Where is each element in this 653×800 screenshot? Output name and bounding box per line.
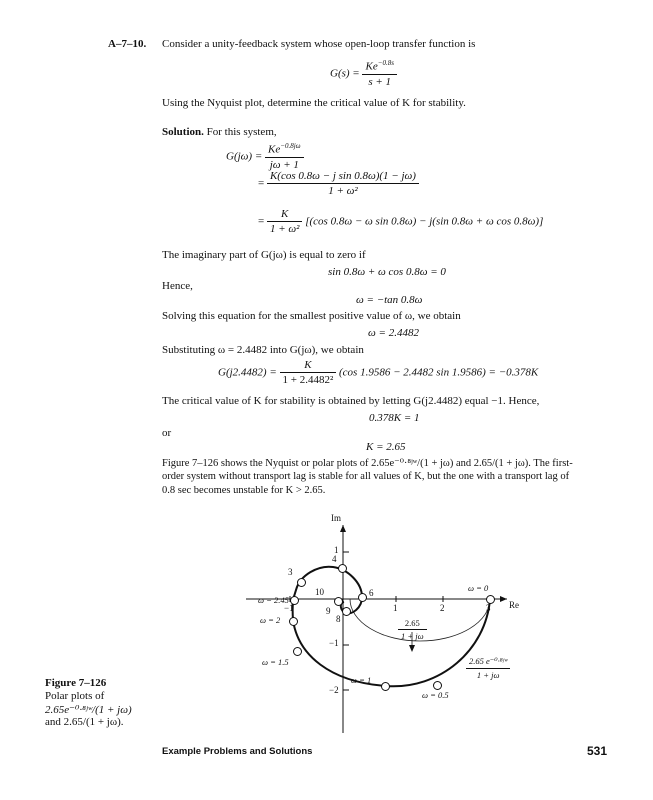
paragraph-5: The critical value of K for stability is obtained by letting G(j2.4482) equal −1. Hence, (162, 395, 540, 407)
eq7-rest: (cos 1.9586 − 2.4482 sin 1.9586) = −0.378K (339, 366, 539, 379)
curve-with-lag-den: 1 + jω (476, 670, 500, 680)
tick-label-y-neg1: −1 (329, 638, 339, 648)
footer-section: Example Problems and Solutions (162, 746, 313, 757)
equation-9: K = 2.65 (366, 441, 406, 453)
tick-label-x-3: 3 (486, 603, 491, 613)
eq1-num-exp: −0.8jω (280, 142, 301, 150)
eq7-den: 1 + 2.4482² (282, 374, 334, 386)
eq7-num: K (280, 359, 337, 373)
eq1-den: jω + 1 (269, 158, 299, 171)
problem-statement: Consider a unity-feedback system whose open-loop transfer function is (162, 38, 476, 50)
equation-4: sin 0.8ω + ω cos 0.8ω = 0 (328, 266, 446, 278)
paragraph-7-line-1: Figure 7–126 shows the Nyquist or polar plots of 2.65e⁻⁰·⁸ʲʷ/(1 + jω) and 2.65/(1 + jω). The first- (162, 458, 573, 469)
eq3-frac-den: 1 + ω² (269, 223, 300, 235)
tick-label-x-neg1: −1 (284, 603, 294, 613)
figure-label: Figure 7–126 (45, 677, 107, 689)
point-label-10: 10 (315, 587, 324, 597)
page-number: 531 (587, 744, 608, 758)
point-label-3: 3 (288, 567, 293, 577)
curve-no-lag-num: 2.65 (398, 618, 427, 630)
marker-w-1 (381, 682, 390, 691)
point-label-4: 4 (332, 554, 337, 564)
point-label-6: 6 (369, 588, 374, 598)
label-w-2: ω = 2 (260, 615, 281, 625)
paragraph-7-line-2: order system without transport lag is stable for all values of K, but the one with a transport lag of (162, 471, 570, 482)
tf-lhs: G(s) = (330, 67, 360, 80)
eq2-num: K(cos 0.8ω − j sin 0.8ω)(1 − jω) (267, 170, 419, 184)
label-w-0-5: ω = 0.5 (422, 690, 449, 700)
tf-den: s + 1 (368, 75, 392, 88)
re-axis-label: Re (509, 600, 519, 610)
figure-caption-line-3: and 2.65/(1 + jω). (45, 716, 124, 728)
point-label-8: 8 (336, 614, 341, 624)
curve-with-lag-label (466, 656, 510, 680)
equation-3: = $\frac{K}{\text{1 + ω²}}$ [(cos 0.8ω − ω sin 0.8ω) − j(sin 0.8ω + ω cos 0.8ω)] (258, 208, 544, 235)
marker-8 (342, 607, 351, 616)
label-w-1: ω = 1 (351, 675, 372, 685)
marker-w-1-5 (293, 647, 302, 656)
paragraph-6: or (162, 427, 172, 439)
equation-8: 0.378K = 1 (369, 412, 420, 424)
tick-label-y-neg2: −2 (329, 685, 339, 695)
marker-6 (358, 593, 367, 602)
equation-5: ω = −tan 0.8ω (356, 294, 423, 306)
tick-label-x-2: 2 (440, 603, 445, 613)
im-axis-label: Im (331, 513, 341, 523)
curve-no-lag-den: 1 + jω (401, 631, 424, 641)
solution-label: Solution. (162, 126, 204, 138)
marker-3 (297, 578, 306, 587)
eq3-rest: [(cos 0.8ω − ω sin 0.8ω) − j(sin 0.8ω + ω cos 0.8ω)] (305, 215, 544, 228)
label-w-0: ω = 0 (468, 583, 489, 593)
paragraph-4: Substituting ω = 2.4482 into G(jω), we obtain (162, 344, 364, 356)
point-label-9: 9 (326, 606, 331, 616)
curve-with-lag-num: 2.65 e⁻⁰·⁸ʲʷ (466, 656, 510, 669)
figure-caption-line-2: 2.65e⁻⁰·⁸ʲʷ/(1 + jω) (45, 704, 132, 716)
paragraph-2: Hence, (162, 280, 193, 292)
curve-with-lag (293, 567, 490, 687)
curve-no-lag-pointer-head (409, 645, 415, 652)
equation-2: = $\frac{\text{K(cos 0.8ω − j sin 0.8ω)(1 − jω)}}{\text{1 + ω²}}$ (258, 170, 419, 197)
im-axis-arrow (340, 525, 346, 532)
eq3-frac-num: K (267, 208, 303, 222)
tick-label-x-1: 1 (393, 603, 398, 613)
problem-number: A–7–10. (108, 38, 147, 50)
marker-w-0-5 (433, 681, 442, 690)
eq1-num: Ke (268, 143, 281, 156)
eq7-lhs: G(j2.4482) = (218, 366, 277, 379)
re-axis-arrow (500, 596, 507, 602)
paragraph-1: The imaginary part of G(jω) is equal to zero if (162, 249, 366, 261)
paragraph-7-line-3: 0.8 sec becomes unstable for K > 2.65. (162, 485, 326, 496)
tf-num: Ke (365, 60, 378, 73)
tick-label-y-1: 1 (334, 545, 339, 555)
figure-caption-line-1: Polar plots of (45, 690, 105, 702)
solution-intro: For this system, (206, 126, 277, 138)
eq2-den: 1 + ω² (328, 185, 358, 197)
marker-w-2 (289, 617, 298, 626)
problem-question: Using the Nyquist plot, determine the critical value of K for stability. (162, 97, 466, 109)
tf-num-exp: −0.8s (377, 59, 394, 67)
paragraph-3: Solving this equation for the smallest positive value of ω, we obtain (162, 310, 461, 322)
marker-9 (334, 597, 343, 606)
curve-no-lag-label (398, 618, 427, 641)
equation-6: ω = 2.4482 (368, 327, 419, 339)
label-w-2-45: ω = 2.45 (258, 595, 289, 605)
marker-4 (338, 564, 347, 573)
label-w-1-5: ω = 1.5 (262, 657, 289, 667)
eq1-lhs: G(jω) = (226, 150, 263, 163)
